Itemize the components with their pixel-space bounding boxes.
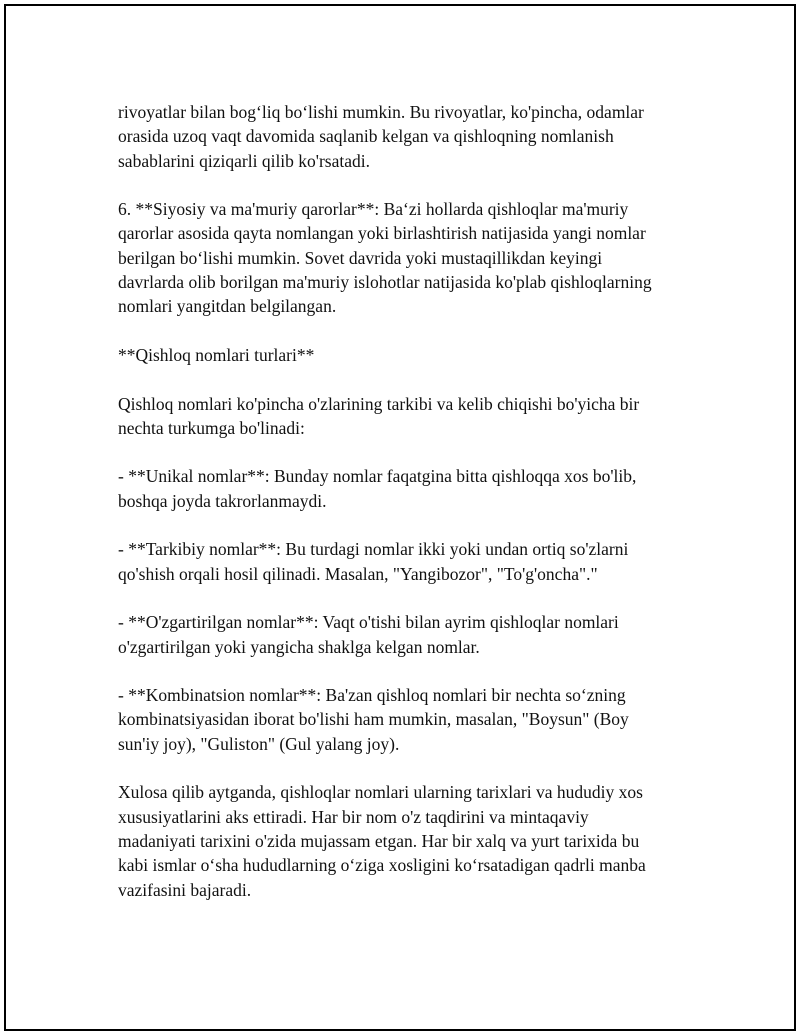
paragraph-conclusion xyxy=(118,780,698,901)
text-line: **Qishloq nomlari turlari** xyxy=(118,344,315,365)
text-line: kabi ismlar o‘sha hududlarning o‘ziga xosligini ko‘rsatadigan qadrli manba xyxy=(118,855,646,876)
text-line: vazifasini bajaradi. xyxy=(118,879,252,900)
paragraph-intro-types xyxy=(118,392,698,441)
text-line: sun'iy joy), "Guliston" (Gul yalang joy). xyxy=(118,733,400,754)
section-heading xyxy=(118,343,698,367)
text-line: sabablarini qiziqarli qilib ko'rsatadi. xyxy=(118,150,370,171)
text-line: qarorlar asosida qayta nomlangan yoki birlashtirish natijasida yangi nomlar xyxy=(118,223,646,244)
text-line: nechta turkumga bo'linadi: xyxy=(118,417,305,438)
text-line: - **O'zgartirilgan nomlar**: Vaqt o'tishi bilan ayrim qishloqlar nomlari xyxy=(118,612,619,633)
text-line: - **Kombinatsion nomlar**: Ba'zan qishloq nomlari bir nechta so‘zning xyxy=(118,685,626,706)
text-line: Qishloq nomlari ko'pincha o'zlarining tarkibi va kelib chiqishi bo'yicha bir xyxy=(118,393,640,414)
text-line: - **Tarkibiy nomlar**: Bu turdagi nomlar ikki yoki undan ortiq so'zlarni xyxy=(118,539,629,560)
page-frame xyxy=(4,4,796,1031)
paragraph-legend-origins xyxy=(118,100,698,173)
text-line: Xulosa qilib aytganda, qishloqlar nomlari ularning tarixlari va hududiy xos xyxy=(118,782,643,803)
text-line: 6. **Siyosiy va ma'muriy qarorlar**: Ba‘zi hollarda qishloqlar ma'muriy xyxy=(118,199,629,220)
text-line: kombinatsiyasidan iborat bo'lishi ham mumkin, masalan, "Boysun" (Boy xyxy=(118,709,629,730)
text-line: rivoyatlar bilan bog‘liq bo‘lishi mumkin. Bu rivoyatlar, ko'pincha, odamlar xyxy=(118,102,644,122)
text-line: boshqa joyda takrorlanmaydi. xyxy=(118,490,327,511)
text-line: davrlarda olib borilgan ma'muriy islohotlar natijasida ko'plab qishloqlarning xyxy=(118,272,652,293)
list-item-combination-names xyxy=(118,683,698,756)
text-line: - **Unikal nomlar**: Bunday nomlar faqatgina bitta qishloqqa xos bo'lib, xyxy=(118,466,637,487)
text-line: berilgan bo‘lishi mumkin. Sovet davrida yoki mustaqillikdan keyingi xyxy=(118,247,603,268)
list-item-changed-names xyxy=(118,610,698,659)
text-line: orasida uzoq vaqt davomida saqlanib kelgan va qishloqning nomlanish xyxy=(118,126,614,147)
text-line: nomlari yangitdan belgilangan. xyxy=(118,296,337,317)
text-line: o'zgartirilgan yoki yangicha shaklga kelgan nomlar. xyxy=(118,636,480,657)
paragraph-political-decisions xyxy=(118,197,698,318)
text-line: xususiyatlarini aks ettiradi. Har bir nom o'z taqdirini va mintaqaviy xyxy=(118,806,589,827)
text-line: madaniyati tarixini o'zida mujassam etgan. Har bir xalq va yurt tarixida bu xyxy=(118,830,640,851)
list-item-compound-names xyxy=(118,537,698,586)
list-item-unique-names xyxy=(118,464,698,513)
text-line: qo'shish orqali hosil qilinadi. Masalan, "Yangibozor", "To'g'oncha"." xyxy=(118,563,598,584)
document-body xyxy=(118,100,698,926)
